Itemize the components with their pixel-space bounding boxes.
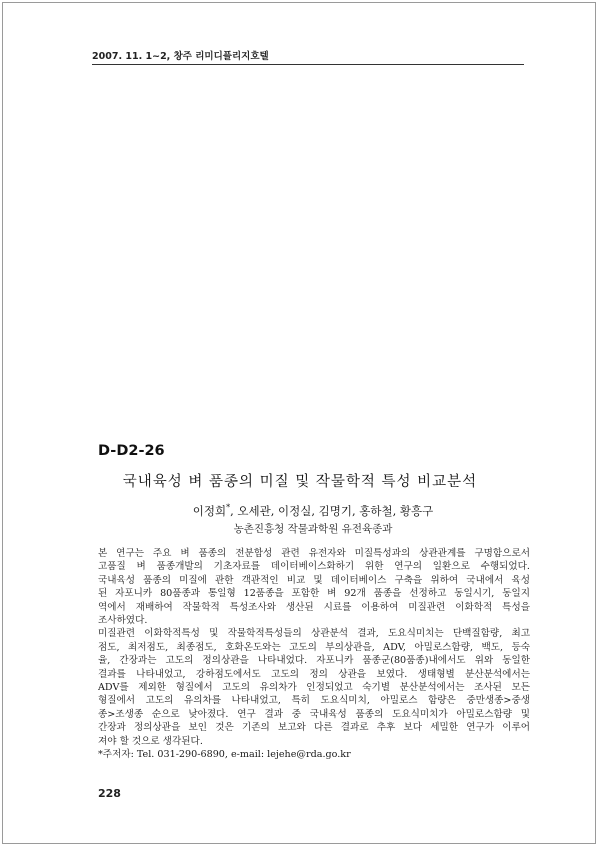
abstract-line: 고품질 벼 품종개발의 기초자료를 데이터베이스화하기 위한 연구의 일환으로 수행되었다. (98, 561, 530, 573)
abstract-line: 본 연구는 주요 벼 품종의 전분합성 관련 유전자와 미질특성과의 상관관계를 구명함으로서 (98, 548, 530, 559)
corresponding-author-mark: * (226, 503, 231, 513)
first-author: 이정희 (192, 504, 227, 518)
abstract-line: 국내육성 품종의 미질에 관한 객관적인 비교 및 데이터베이스 구축을 위하여 국내에서 육성 (98, 574, 530, 586)
abstract-line: 종>조생종 순으로 낮아졌다. 연구 결과 중 국내육성 품종의 도요식미치가 아밀로스함량 및 (98, 708, 530, 720)
abstract-line: 율, 간장과는 고도의 정의상관을 나타내었다. 자포니카 품종군(80품종)내에서도 위와 동일한 (98, 655, 530, 667)
page-number: 228 (98, 787, 121, 800)
abstract-line: 간장과 정의상관을 보인 것은 기존의 보고와 다른 결과로 추후 보다 세밀한 연구가 이루어 (98, 722, 530, 734)
abstract-line: 결과를 나타내었고, 강하점도에서도 고도의 정의 상관을 보였다. 생태형별 분산분석에서는 (98, 668, 530, 680)
co-authors: , 오세관, 이정실, 김명기, 홍하철, 황흥구 (230, 504, 434, 518)
paper-title: 국내육성 벼 품종의 미질 및 작물학적 특성 비교분석 (122, 474, 478, 490)
affiliation: 농촌진흥청 작물과학원 유전육종과 (233, 523, 393, 535)
abstract-line: ADV를 제외한 형질에서 고도의 유의차가 인정되었고 숙기별 분산분석에서는 조사된 모든 (98, 682, 530, 694)
abstract-line: 미질관련 이화학적특성 및 작물학적특성들의 상관분석 결과, 도요식미치는 단백질함량, 최고 (98, 628, 530, 640)
contact-info: *주저자: Tel. 031-290-6890, e-mail: lejehe@rda.go.kr (98, 749, 351, 761)
abstract-line: 된 자포니카 80품종과 통일형 12품종을 포함한 벼 92개 품종을 선정하고 동일시기, 동일지 (98, 588, 530, 600)
abstract-line: 점도, 최저점도, 최종점도, 호화온도와는 고도의 부의상관을, ADV, 아밀로스함량, 백도, 등숙 (98, 641, 530, 653)
authors (0, 503, 600, 519)
paper-code: D-D2-26 (98, 443, 165, 459)
abstract (98, 547, 530, 762)
header-rule (92, 64, 524, 65)
abstract-line: 져야 할 것으로 생각된다. (98, 735, 203, 747)
conference-header: 2007. 11. 1~2, 창주 리미디플리지호텔 (92, 51, 269, 62)
abstract-line: 조사하였다. (98, 615, 148, 627)
abstract-line: 역에서 재배하여 작물학적 특성조사와 생산된 시료를 이용하여 미질관련 이화학적 특성을 (98, 601, 530, 613)
abstract-line: 형질에서 고도의 유의차를 나타내었고, 특히 도요식미치, 아밀로스 함량은 중만생종>중생 (98, 695, 530, 707)
